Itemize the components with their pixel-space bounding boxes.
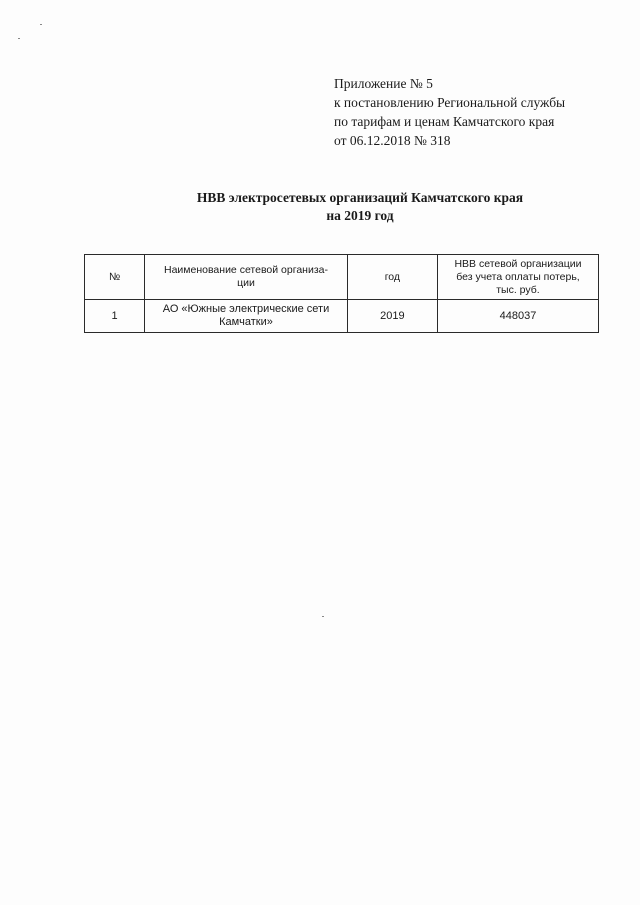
cell-nvv: 448037 — [437, 300, 598, 333]
appendix-authority: по тарифам и ценам Камчатского края — [334, 114, 555, 129]
header-num: № — [85, 255, 145, 300]
scan-speck — [40, 24, 42, 25]
table-row — [85, 300, 599, 333]
cell-year: 2019 — [347, 300, 437, 333]
cell-name: АО «Южные электрические сети Камчатки» — [145, 300, 348, 333]
appendix-date: от 06.12.2018 № 318 — [334, 133, 451, 148]
title-line-2: на 2019 год — [326, 208, 394, 223]
header-nvv: НВВ сетевой организации без учета оплаты потерь, тыс. руб. — [437, 255, 598, 300]
appendix-number: Приложение № 5 — [334, 76, 433, 91]
nvv-table — [84, 254, 599, 333]
scan-speck — [18, 38, 20, 39]
header-name: Наименование сетевой организа- ции — [145, 255, 348, 300]
title-line-1: НВВ электросетевых организаций Камчатского края — [196, 190, 524, 205]
header-year: год — [347, 255, 437, 300]
appendix-header — [334, 74, 624, 150]
appendix-resolution-ref: к постановлению Региональной службы — [334, 95, 566, 110]
cell-num: 1 — [85, 300, 145, 333]
document-title — [100, 189, 620, 225]
table-header-row — [85, 255, 599, 300]
scan-speck — [322, 616, 324, 617]
